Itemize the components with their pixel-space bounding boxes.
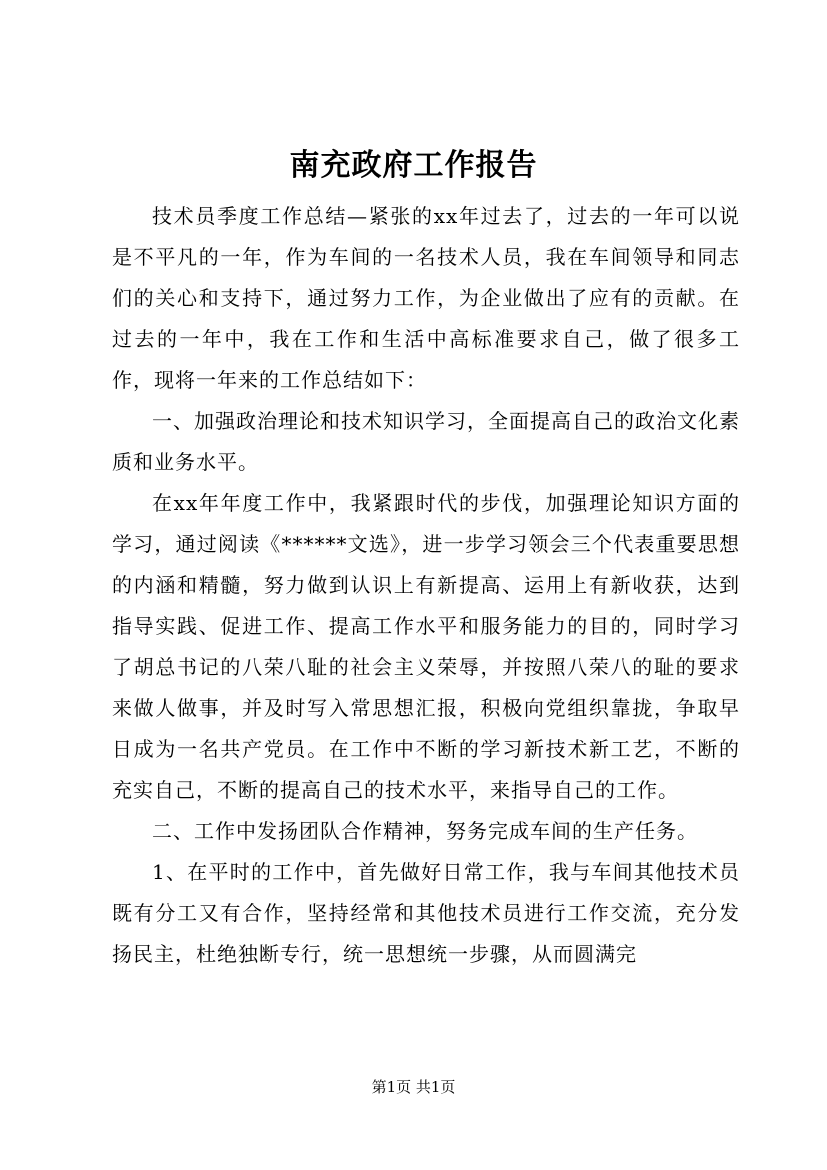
- paragraph-intro: 技术员季度工作总结—紧张的xx年过去了，过去的一年可以说是不平凡的一年，作为车间的一名技术人员，我在车间领导和同志们的关心和支持下，通过努力工作，为企业做出了应有的贡献。在过去的一年中，我在工作和生活中高标准要求自己，做了很多工作，现将一年来的工作总结如下：: [112, 204, 740, 392]
- document-body: [112, 196, 740, 975]
- paragraph-section-2-heading: 二、工作中发扬团队合作精神，努务完成车间的生产任务。: [152, 819, 698, 843]
- document-title: 南充政府工作报告: [289, 148, 538, 183]
- paragraph-section-1-heading: 一、加强政治理论和技术知识学习，全面提高自己的政治文化素质和业务水平。: [112, 409, 740, 474]
- paragraph-section-2-item-1: 1、在平时的工作中，首先做好日常工作，我与车间其他技术员既有分工又有合作，坚持经常和其他技术员进行工作交流，充分发扬民主，杜绝独断专行，统一思想统一步骤，从而圆满完: [112, 860, 740, 966]
- paragraph-section-1-body: 在xx年年度工作中，我紧跟时代的步伐，加强理论知识方面的学习，通过阅读《******文选》，进一步学习领会三个代表重要思想的内涵和精髓，努力做到认识上有新提高、运用上有新收获，达到指导实践、促进工作、提高工作水平和服务能力的目的，同时学习了胡总书记的八荣八耻的社会主义荣辱，并按照八荣八的耻的要求来做人做事，并及时写入常思想汇报，积极向党组织靠拢，争取早日成为一名共产党员。在工作中不断的学习新技术新工艺，不断的充实自己，不断的提高自己的技术水平，来指导自己的工作。: [112, 491, 740, 802]
- page-number-footer: 第1页 共1页: [371, 1078, 456, 1096]
